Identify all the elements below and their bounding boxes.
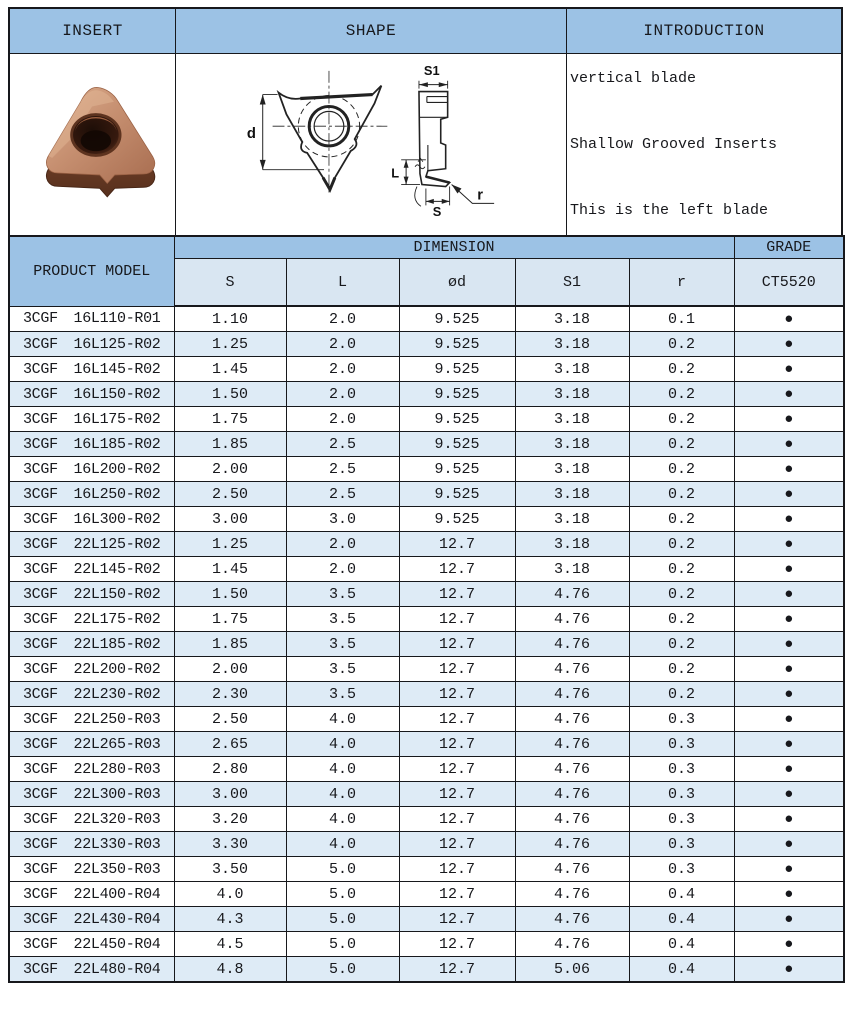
dimension-cell-od: 12.7 bbox=[399, 532, 515, 557]
table-row bbox=[9, 407, 844, 432]
dimension-cell-r: 0.3 bbox=[629, 857, 734, 882]
grade-dot: ● bbox=[734, 382, 844, 407]
dimension-cell-s: 3.00 bbox=[174, 507, 286, 532]
dimension-cell-r: 0.2 bbox=[629, 357, 734, 382]
introduction-line-2: Shallow Grooved Inserts bbox=[570, 135, 778, 153]
dimension-cell-od: 12.7 bbox=[399, 882, 515, 907]
dimension-cell-s1: 3.18 bbox=[515, 457, 629, 482]
grade-value-header: CT5520 bbox=[734, 259, 844, 307]
table-row bbox=[9, 857, 844, 882]
dimension-cell-l: 4.0 bbox=[286, 832, 399, 857]
grade-dot: ● bbox=[734, 632, 844, 657]
dimension-cell-s1: 4.76 bbox=[515, 732, 629, 757]
column-header-s1: S1 bbox=[515, 259, 629, 307]
table-row bbox=[9, 782, 844, 807]
dimension-cell-l: 5.0 bbox=[286, 857, 399, 882]
product-model-cell: 3CGF 22L200-R02 bbox=[9, 657, 174, 682]
shape-technical-drawing bbox=[177, 55, 566, 234]
table-row bbox=[9, 882, 844, 907]
grade-dot: ● bbox=[734, 732, 844, 757]
dimension-cell-r: 0.2 bbox=[629, 532, 734, 557]
dimension-label-r: r bbox=[476, 187, 483, 204]
grade-header: GRADE bbox=[734, 236, 844, 259]
dimension-cell-r: 0.3 bbox=[629, 782, 734, 807]
introduction-text bbox=[567, 54, 777, 235]
dimension-cell-r: 0.2 bbox=[629, 682, 734, 707]
introduction-column-header bbox=[566, 9, 841, 54]
dimension-cell-od: 12.7 bbox=[399, 907, 515, 932]
dimension-cell-s1: 4.76 bbox=[515, 832, 629, 857]
dimension-cell-r: 0.2 bbox=[629, 432, 734, 457]
spec-table bbox=[8, 235, 845, 983]
dimension-cell-r: 0.3 bbox=[629, 732, 734, 757]
dimension-cell-s1: 4.76 bbox=[515, 807, 629, 832]
table-row bbox=[9, 332, 844, 357]
dimension-cell-l: 2.0 bbox=[286, 306, 399, 332]
dimension-cell-od: 12.7 bbox=[399, 632, 515, 657]
product-model-cell: 3CGF 16L145-R02 bbox=[9, 357, 174, 382]
grade-dot: ● bbox=[734, 957, 844, 983]
dimension-cell-s1: 4.76 bbox=[515, 907, 629, 932]
dimension-cell-r: 0.2 bbox=[629, 332, 734, 357]
product-model-cell: 3CGF 22L145-R02 bbox=[9, 557, 174, 582]
dimension-cell-s: 2.50 bbox=[174, 482, 286, 507]
table-row bbox=[9, 907, 844, 932]
dimension-cell-r: 0.2 bbox=[629, 582, 734, 607]
dimension-cell-od: 9.525 bbox=[399, 306, 515, 332]
dimension-cell-s: 4.0 bbox=[174, 882, 286, 907]
grade-dot: ● bbox=[734, 432, 844, 457]
shape-column-header bbox=[175, 9, 566, 54]
dimension-cell-r: 0.2 bbox=[629, 482, 734, 507]
grade-dot: ● bbox=[734, 407, 844, 432]
introduction-cell bbox=[566, 54, 841, 235]
dimension-cell-l: 3.0 bbox=[286, 507, 399, 532]
grade-dot: ● bbox=[734, 457, 844, 482]
table-row bbox=[9, 832, 844, 857]
product-model-cell: 3CGF 22L265-R03 bbox=[9, 732, 174, 757]
dimension-cell-s1: 4.76 bbox=[515, 932, 629, 957]
introduction-line-1: vertical blade bbox=[570, 69, 697, 87]
grade-dot: ● bbox=[734, 532, 844, 557]
dimension-cell-od: 12.7 bbox=[399, 932, 515, 957]
product-model-cell: 3CGF 16L200-R02 bbox=[9, 457, 174, 482]
dimension-cell-l: 2.5 bbox=[286, 432, 399, 457]
grade-dot: ● bbox=[734, 682, 844, 707]
dimension-cell-s1: 5.06 bbox=[515, 957, 629, 983]
dimension-cell-r: 0.2 bbox=[629, 407, 734, 432]
dimension-cell-s: 1.75 bbox=[174, 607, 286, 632]
dimension-cell-l: 5.0 bbox=[286, 932, 399, 957]
dimension-cell-r: 0.3 bbox=[629, 832, 734, 857]
dimension-cell-s1: 3.18 bbox=[515, 357, 629, 382]
insert-photo-cell bbox=[10, 54, 175, 235]
product-model-cell: 3CGF 16L250-R02 bbox=[9, 482, 174, 507]
dimension-cell-s1: 3.18 bbox=[515, 482, 629, 507]
dimension-cell-l: 2.5 bbox=[286, 457, 399, 482]
dimension-cell-s1: 4.76 bbox=[515, 657, 629, 682]
column-header-s: S bbox=[174, 259, 286, 307]
dimension-label-d: d bbox=[246, 126, 256, 143]
grade-dot: ● bbox=[734, 607, 844, 632]
grade-dot: ● bbox=[734, 482, 844, 507]
dimension-cell-l: 2.0 bbox=[286, 557, 399, 582]
dimension-cell-od: 9.525 bbox=[399, 357, 515, 382]
dimension-cell-r: 0.3 bbox=[629, 707, 734, 732]
product-model-header: PRODUCT MODEL bbox=[9, 236, 174, 306]
dimension-cell-s1: 4.76 bbox=[515, 632, 629, 657]
dimension-cell-l: 4.0 bbox=[286, 782, 399, 807]
dimension-cell-l: 3.5 bbox=[286, 582, 399, 607]
table-row bbox=[9, 732, 844, 757]
table-row bbox=[9, 707, 844, 732]
introduction-header-label: INTRODUCTION bbox=[643, 22, 765, 40]
dimension-cell-s: 1.25 bbox=[174, 532, 286, 557]
grade-dot: ● bbox=[734, 507, 844, 532]
dimension-cell-od: 9.525 bbox=[399, 432, 515, 457]
grade-dot: ● bbox=[734, 757, 844, 782]
product-model-cell: 3CGF 22L300-R03 bbox=[9, 782, 174, 807]
insert-header-label: INSERT bbox=[62, 22, 123, 40]
dimension-cell-s: 1.45 bbox=[174, 357, 286, 382]
product-model-cell: 3CGF 22L125-R02 bbox=[9, 532, 174, 557]
dimension-cell-s1: 3.18 bbox=[515, 407, 629, 432]
table-row bbox=[9, 382, 844, 407]
dimension-cell-r: 0.4 bbox=[629, 907, 734, 932]
dimension-cell-s: 2.65 bbox=[174, 732, 286, 757]
insert-column-header bbox=[10, 9, 175, 54]
dimension-cell-od: 12.7 bbox=[399, 607, 515, 632]
dimension-cell-s: 2.00 bbox=[174, 457, 286, 482]
dimension-cell-od: 12.7 bbox=[399, 682, 515, 707]
dimension-cell-od: 12.7 bbox=[399, 582, 515, 607]
shape-header-label: SHAPE bbox=[345, 22, 397, 40]
dimension-cell-s: 3.20 bbox=[174, 807, 286, 832]
dimension-cell-s: 1.85 bbox=[174, 432, 286, 457]
product-model-cell: 3CGF 16L175-R02 bbox=[9, 407, 174, 432]
dimension-cell-r: 0.4 bbox=[629, 957, 734, 983]
dimension-cell-s: 1.10 bbox=[174, 306, 286, 332]
dimension-cell-s1: 3.18 bbox=[515, 507, 629, 532]
dimension-cell-od: 12.7 bbox=[399, 557, 515, 582]
grade-dot: ● bbox=[734, 306, 844, 332]
grade-dot: ● bbox=[734, 882, 844, 907]
table-row bbox=[9, 632, 844, 657]
dimension-header: DIMENSION bbox=[174, 236, 734, 259]
grade-dot: ● bbox=[734, 582, 844, 607]
dimension-cell-od: 12.7 bbox=[399, 732, 515, 757]
product-model-cell: 3CGF 16L300-R02 bbox=[9, 507, 174, 532]
grade-dot: ● bbox=[734, 832, 844, 857]
dimension-cell-s: 4.3 bbox=[174, 907, 286, 932]
dimension-cell-s: 3.30 bbox=[174, 832, 286, 857]
dimension-cell-l: 2.0 bbox=[286, 407, 399, 432]
dimension-cell-r: 0.2 bbox=[629, 507, 734, 532]
product-model-cell: 3CGF 16L150-R02 bbox=[9, 382, 174, 407]
dimension-cell-od: 9.525 bbox=[399, 382, 515, 407]
product-model-cell: 3CGF 22L350-R03 bbox=[9, 857, 174, 882]
grade-dot: ● bbox=[734, 857, 844, 882]
dimension-cell-r: 0.2 bbox=[629, 632, 734, 657]
dimension-cell-l: 4.0 bbox=[286, 807, 399, 832]
dimension-cell-r: 0.3 bbox=[629, 807, 734, 832]
dimension-cell-l: 4.0 bbox=[286, 757, 399, 782]
dimension-cell-l: 2.0 bbox=[286, 532, 399, 557]
table-row bbox=[9, 932, 844, 957]
table-row bbox=[9, 682, 844, 707]
dimension-cell-s: 1.25 bbox=[174, 332, 286, 357]
dimension-cell-s: 3.50 bbox=[174, 857, 286, 882]
table-row bbox=[9, 807, 844, 832]
insert-photo bbox=[13, 59, 173, 231]
product-model-cell: 3CGF 16L185-R02 bbox=[9, 432, 174, 457]
dimension-cell-l: 3.5 bbox=[286, 607, 399, 632]
dimension-cell-od: 9.525 bbox=[399, 507, 515, 532]
dimension-cell-od: 12.7 bbox=[399, 807, 515, 832]
dimension-cell-s1: 4.76 bbox=[515, 607, 629, 632]
dimension-cell-s1: 4.76 bbox=[515, 857, 629, 882]
product-model-cell: 3CGF 22L150-R02 bbox=[9, 582, 174, 607]
dimension-cell-r: 0.4 bbox=[629, 932, 734, 957]
dimension-cell-od: 12.7 bbox=[399, 707, 515, 732]
table-row bbox=[9, 357, 844, 382]
dimension-cell-od: 12.7 bbox=[399, 782, 515, 807]
table-row bbox=[9, 582, 844, 607]
dimension-cell-r: 0.3 bbox=[629, 757, 734, 782]
dimension-cell-r: 0.1 bbox=[629, 306, 734, 332]
dimension-cell-s1: 3.18 bbox=[515, 557, 629, 582]
dimension-cell-l: 3.5 bbox=[286, 632, 399, 657]
dimension-cell-od: 9.525 bbox=[399, 407, 515, 432]
table-row bbox=[9, 507, 844, 532]
dimension-cell-s1: 4.76 bbox=[515, 882, 629, 907]
product-model-cell: 3CGF 22L400-R04 bbox=[9, 882, 174, 907]
dimension-cell-od: 12.7 bbox=[399, 657, 515, 682]
dimension-cell-l: 4.0 bbox=[286, 707, 399, 732]
dimension-label-s: S bbox=[432, 204, 441, 220]
dimension-cell-s: 1.45 bbox=[174, 557, 286, 582]
dimension-cell-l: 2.0 bbox=[286, 382, 399, 407]
product-model-cell: 3CGF 22L480-R04 bbox=[9, 957, 174, 983]
product-model-cell: 3CGF 16L125-R02 bbox=[9, 332, 174, 357]
spec-header-row-1 bbox=[9, 236, 844, 259]
dimension-cell-s1: 3.18 bbox=[515, 432, 629, 457]
product-model-cell: 3CGF 22L185-R02 bbox=[9, 632, 174, 657]
dimension-cell-l: 4.0 bbox=[286, 732, 399, 757]
dimension-cell-od: 12.7 bbox=[399, 957, 515, 983]
dimension-cell-s1: 3.18 bbox=[515, 306, 629, 332]
dimension-cell-r: 0.2 bbox=[629, 457, 734, 482]
grade-dot: ● bbox=[734, 707, 844, 732]
table-row bbox=[9, 432, 844, 457]
dimension-cell-r: 0.2 bbox=[629, 657, 734, 682]
grade-dot: ● bbox=[734, 557, 844, 582]
dimension-cell-r: 0.2 bbox=[629, 607, 734, 632]
dimension-cell-l: 2.5 bbox=[286, 482, 399, 507]
dimension-cell-s1: 3.18 bbox=[515, 532, 629, 557]
dimension-cell-s: 1.50 bbox=[174, 382, 286, 407]
dimension-cell-s: 3.00 bbox=[174, 782, 286, 807]
table-row bbox=[9, 607, 844, 632]
dimension-cell-s1: 3.18 bbox=[515, 382, 629, 407]
dimension-cell-l: 5.0 bbox=[286, 957, 399, 983]
dimension-cell-r: 0.2 bbox=[629, 382, 734, 407]
product-model-cell: 3CGF 22L330-R03 bbox=[9, 832, 174, 857]
table-row bbox=[9, 482, 844, 507]
dimension-cell-l: 3.5 bbox=[286, 657, 399, 682]
dimension-label-l: L bbox=[390, 165, 399, 181]
grade-dot: ● bbox=[734, 932, 844, 957]
dimension-cell-s: 2.30 bbox=[174, 682, 286, 707]
table-row bbox=[9, 557, 844, 582]
dimension-cell-s1: 3.18 bbox=[515, 332, 629, 357]
dimension-cell-od: 9.525 bbox=[399, 482, 515, 507]
spec-table-body bbox=[9, 306, 844, 982]
product-model-cell: 3CGF 22L230-R02 bbox=[9, 682, 174, 707]
dimension-cell-l: 2.0 bbox=[286, 332, 399, 357]
dimension-cell-od: 9.525 bbox=[399, 457, 515, 482]
grade-dot: ● bbox=[734, 332, 844, 357]
dimension-cell-od: 12.7 bbox=[399, 832, 515, 857]
table-row bbox=[9, 306, 844, 332]
grade-dot: ● bbox=[734, 357, 844, 382]
dimension-cell-s: 1.50 bbox=[174, 582, 286, 607]
dimension-cell-s1: 4.76 bbox=[515, 707, 629, 732]
dimension-cell-s1: 4.76 bbox=[515, 582, 629, 607]
dimension-cell-r: 0.2 bbox=[629, 557, 734, 582]
table-row bbox=[9, 532, 844, 557]
dimension-cell-s: 1.85 bbox=[174, 632, 286, 657]
dimension-cell-s1: 4.76 bbox=[515, 757, 629, 782]
grade-dot: ● bbox=[734, 657, 844, 682]
grade-dot: ● bbox=[734, 907, 844, 932]
dimension-cell-l: 3.5 bbox=[286, 682, 399, 707]
table-row bbox=[9, 657, 844, 682]
dimension-cell-s: 4.8 bbox=[174, 957, 286, 983]
grade-dot: ● bbox=[734, 782, 844, 807]
dimension-cell-l: 5.0 bbox=[286, 882, 399, 907]
grade-dot: ● bbox=[734, 807, 844, 832]
dimension-cell-s: 2.00 bbox=[174, 657, 286, 682]
dimension-cell-l: 5.0 bbox=[286, 907, 399, 932]
table-row bbox=[9, 457, 844, 482]
product-model-cell: 3CGF 22L450-R04 bbox=[9, 932, 174, 957]
product-model-cell: 3CGF 22L250-R03 bbox=[9, 707, 174, 732]
introduction-line-3: This is the left blade bbox=[570, 201, 769, 219]
column-header-od: ød bbox=[399, 259, 515, 307]
table-row bbox=[9, 957, 844, 983]
product-model-cell: 3CGF 16L110-R01 bbox=[9, 306, 174, 332]
column-header-l: L bbox=[286, 259, 399, 307]
product-model-cell: 3CGF 22L175-R02 bbox=[9, 607, 174, 632]
dimension-cell-l: 2.0 bbox=[286, 357, 399, 382]
product-model-cell: 3CGF 22L430-R04 bbox=[9, 907, 174, 932]
top-header-block bbox=[8, 7, 843, 235]
dimension-cell-s: 2.50 bbox=[174, 707, 286, 732]
product-model-cell: 3CGF 22L320-R03 bbox=[9, 807, 174, 832]
table-row bbox=[9, 757, 844, 782]
dimension-cell-s: 4.5 bbox=[174, 932, 286, 957]
dimension-cell-od: 12.7 bbox=[399, 757, 515, 782]
dimension-cell-od: 9.525 bbox=[399, 332, 515, 357]
dimension-cell-s: 2.80 bbox=[174, 757, 286, 782]
dimension-cell-r: 0.4 bbox=[629, 882, 734, 907]
shape-drawing-cell bbox=[175, 54, 566, 235]
dimension-label-s1: S1 bbox=[423, 62, 440, 78]
dimension-cell-s: 1.75 bbox=[174, 407, 286, 432]
dimension-cell-s1: 4.76 bbox=[515, 682, 629, 707]
dimension-cell-od: 12.7 bbox=[399, 857, 515, 882]
column-header-r: r bbox=[629, 259, 734, 307]
dimension-cell-s1: 4.76 bbox=[515, 782, 629, 807]
product-model-cell: 3CGF 22L280-R03 bbox=[9, 757, 174, 782]
